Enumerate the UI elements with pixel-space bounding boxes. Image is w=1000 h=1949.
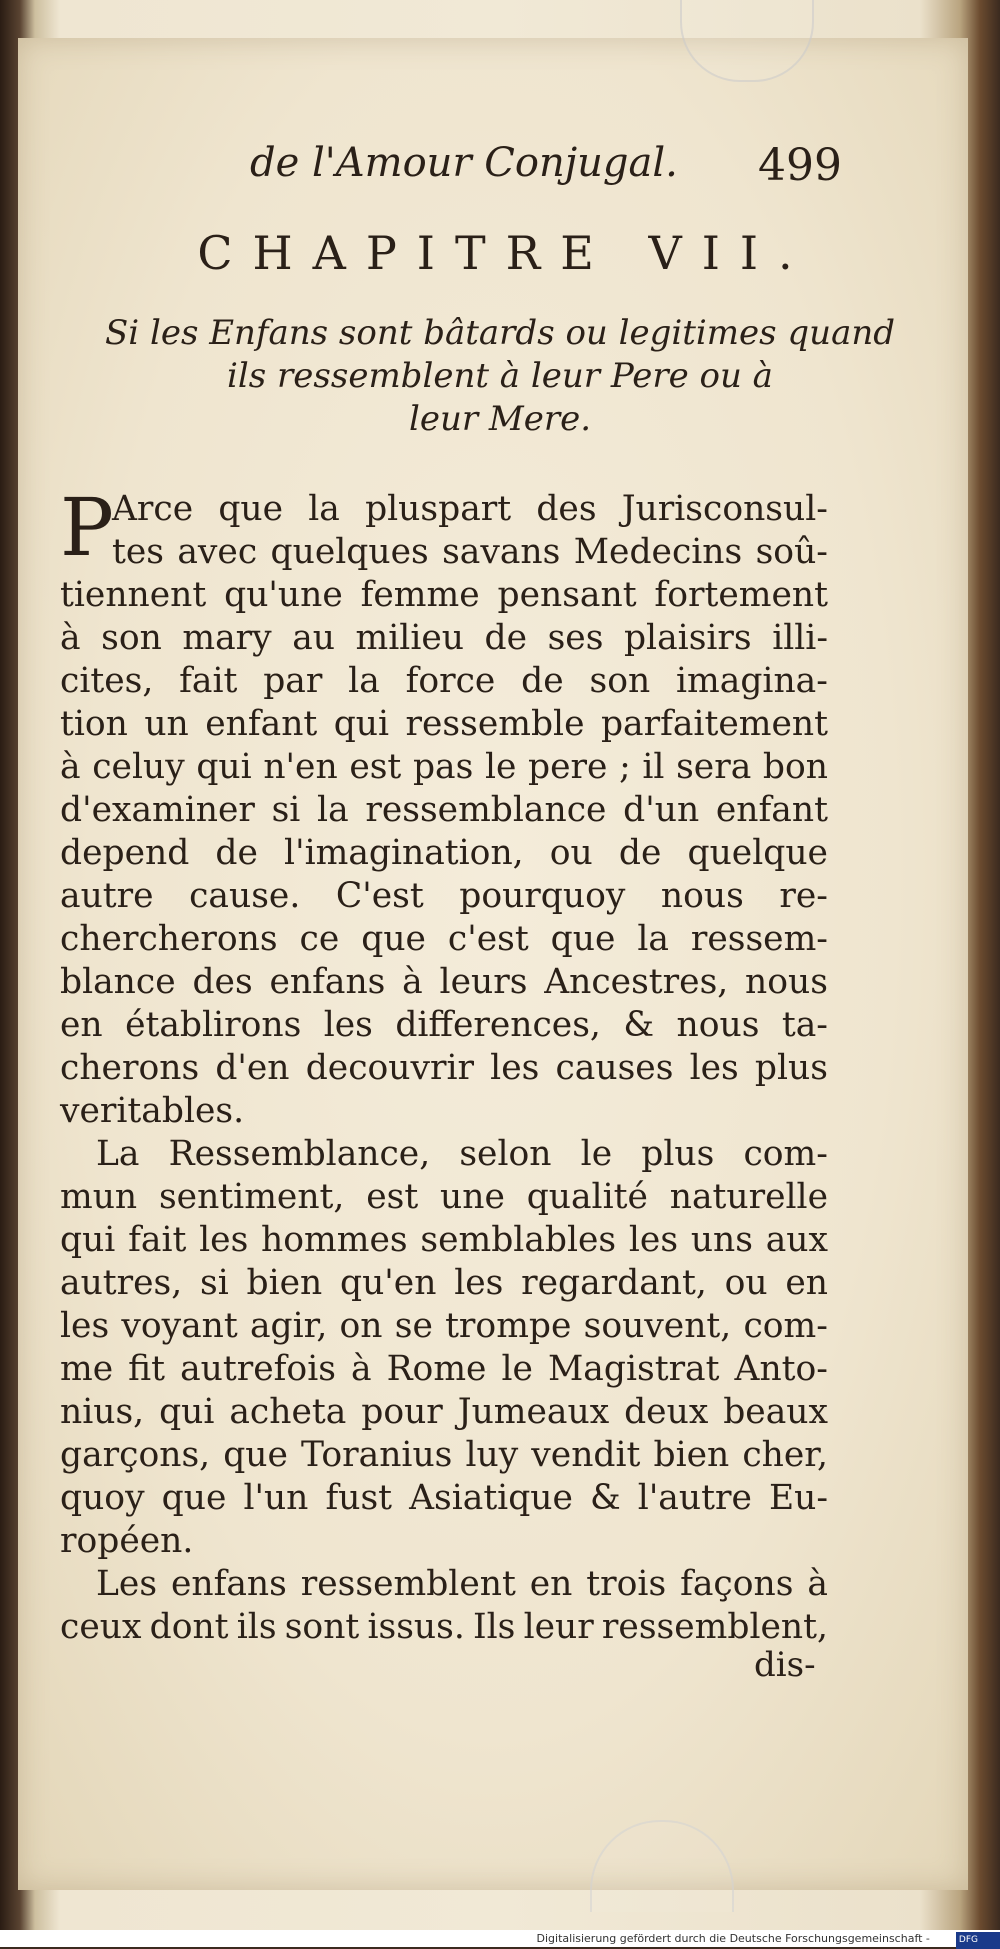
drop-cap: P (60, 481, 114, 574)
text-line: cherons d'en decouvrir les causes les plus (60, 1048, 828, 1088)
dfg-logo: DFG (956, 1932, 1000, 1949)
text-line: à son mary au milieu de ses plaisirs illi- (60, 618, 828, 658)
text-line: autre cause. C'est pourquoy nous re- (60, 876, 828, 916)
text-line: me fit autrefois à Rome le Magistrat Anto- (60, 1349, 828, 1389)
text-line: cites, fait par la force de son imagina- (60, 661, 828, 701)
text-line: chercherons ce que c'est que la ressem- (60, 919, 828, 959)
paragraph-2 (60, 1133, 828, 1563)
chapter-title: CHAPITRE VII. (197, 226, 813, 280)
text-line: tion un enfant qui ressemble parfaitement (60, 704, 828, 744)
text-line: en établirons les differences, & nous ta- (60, 1005, 828, 1045)
text-line: qui fait les hommes semblables les uns aux (60, 1220, 828, 1260)
text-line: quoy que l'un fust Asiatique & l'autre Eu- (60, 1478, 828, 1518)
text-line: ceux dont ils sont issus. Ils leur ressemblent, (60, 1607, 828, 1647)
paragraph-1 (60, 481, 828, 1133)
text-line: Arce que la pluspart des Jurisconsul- (112, 489, 828, 529)
text-line: La Ressemblance, selon le plus com- (96, 1134, 828, 1174)
body-text (60, 481, 828, 1649)
catchword: dis- (754, 1645, 816, 1685)
digitization-credit (0, 1930, 1000, 1947)
text-line: garçons, que Toranius luy vendit bien cher, (60, 1435, 828, 1475)
text-line: ropéen. (60, 1521, 194, 1561)
text-line: Les enfans ressemblent en trois façons à (96, 1564, 828, 1604)
text-line: depend de l'imagination, ou de quelque (60, 833, 828, 873)
text-line: veritables. (60, 1091, 245, 1131)
text-line: mun sentiment, est une qualité naturelle (60, 1177, 828, 1217)
page-header (0, 140, 1000, 200)
credit-text: Digitalisierung gefördert durch die Deutsche Forschungsgemeinschaft - (536, 1932, 930, 1945)
subtitle-line: ils ressemblent à leur Pere ou à (227, 356, 773, 396)
text-line: tes avec quelques savans Medecins soû- (112, 532, 828, 572)
text-line: les voyant agir, on se trompe souvent, com- (60, 1306, 828, 1346)
subtitle-line: Si les Enfans sont bâtards ou legitimes quand (104, 313, 896, 353)
paragraph-3 (60, 1563, 828, 1649)
text-line: nius, qui acheta pour Jumeaux deux beaux (60, 1392, 828, 1432)
subtitle-line: leur Mere. (408, 399, 592, 439)
chapter-subtitle (60, 312, 940, 441)
text-line: autres, si bien qu'en les regardant, ou en (60, 1263, 828, 1303)
running-head: de l'Amour Conjugal. (250, 140, 678, 186)
text-line: blance des enfans à leurs Ancestres, nous (60, 962, 828, 1002)
page-number: 499 (758, 140, 842, 191)
text-line: d'examiner si la ressemblance d'un enfant (60, 790, 828, 830)
text-line: tiennent qu'une femme pensant fortement (60, 575, 828, 615)
text-line: à celuy qui n'en est pas le pere ; il sera bon (60, 747, 828, 787)
